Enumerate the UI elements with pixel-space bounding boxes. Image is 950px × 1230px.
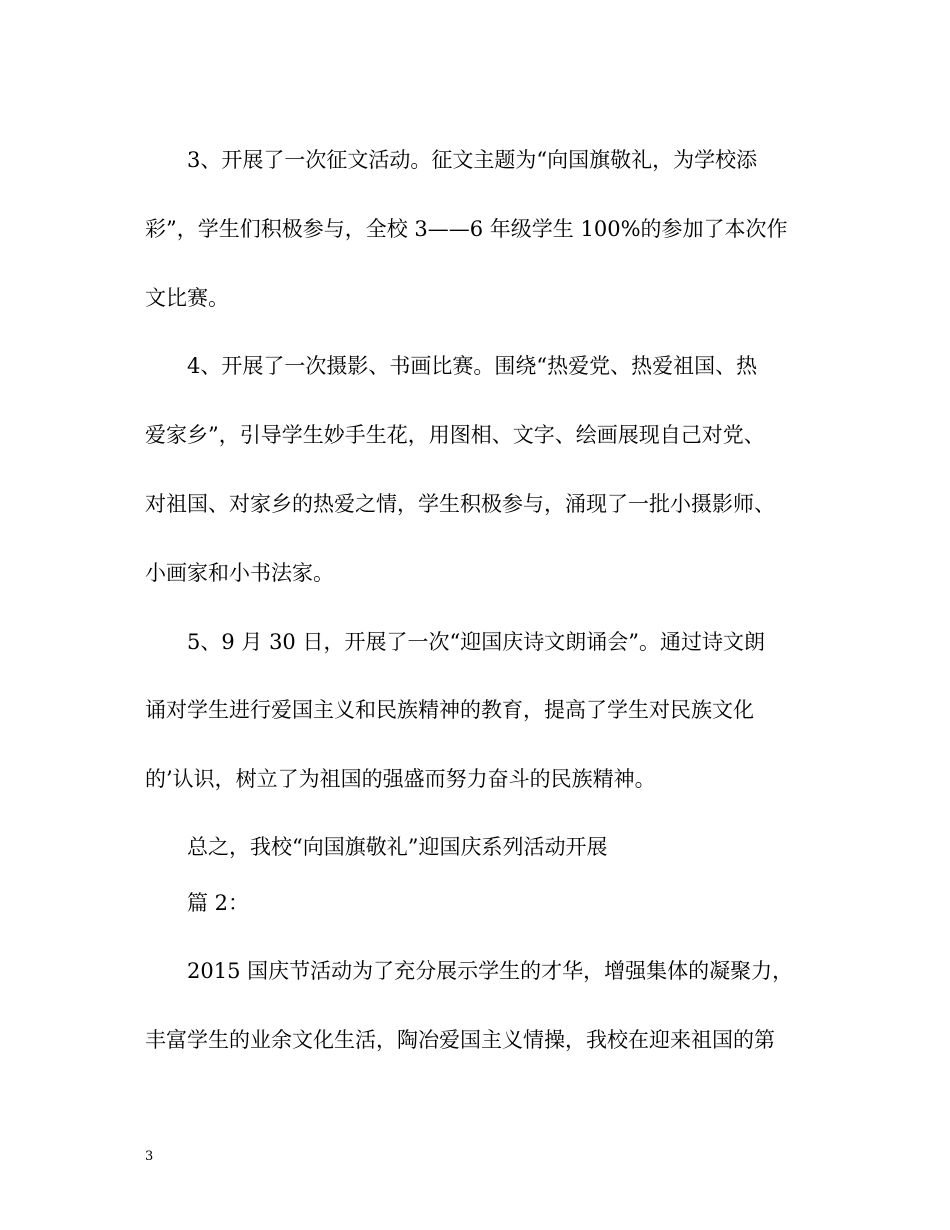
- paragraph-line: 爱家乡”，引导学生妙手生花，用图相、文字、绘画展现自己对党、: [145, 423, 765, 447]
- paragraph-line: 对祖国、对家乡的热爱之情，学生积极参与，涌现了一批小摄影师、: [145, 492, 775, 516]
- paragraph-line: 3、开展了一次征文活动。征文主题为“向国旗敬礼，为学校添: [187, 148, 758, 172]
- paragraph-line: 2015 国庆节活动为了充分展示学生的才华，增强集体的凝聚力，: [187, 959, 794, 983]
- paragraph-line: 4、开展了一次摄影、书画比赛。围绕“热爱党、热爱祖国、热: [187, 354, 758, 378]
- paragraph-line: 文比赛。: [145, 286, 229, 310]
- page-number: 3: [145, 1149, 154, 1164]
- paragraph-line: 小画家和小书法家。: [145, 561, 334, 585]
- paragraph-line: 的’认识，树立了为祖国的强盛而努力奋斗的民族精神。: [145, 767, 656, 791]
- paragraph-line: 5、9 月 30 日，开展了一次“迎国庆诗文朗诵会”。通过诗文朗: [187, 630, 765, 654]
- paragraph-line: 丰富学生的业余文化生活，陶冶爱国主义情操，我校在迎来祖国的第: [145, 1028, 775, 1052]
- paragraph-line: 总之，我校“向国旗敬礼”迎国庆系列活动开展: [187, 835, 608, 859]
- paragraph-line: 诵对学生进行爱国主义和民族精神的教育，提高了学生对民族文化: [145, 698, 754, 722]
- paragraph-line: 彩”，学生们积极参与，全校 3——6 年级学生 100%的参加了本次作: [145, 217, 788, 241]
- section-heading: 篇 2：: [187, 891, 250, 915]
